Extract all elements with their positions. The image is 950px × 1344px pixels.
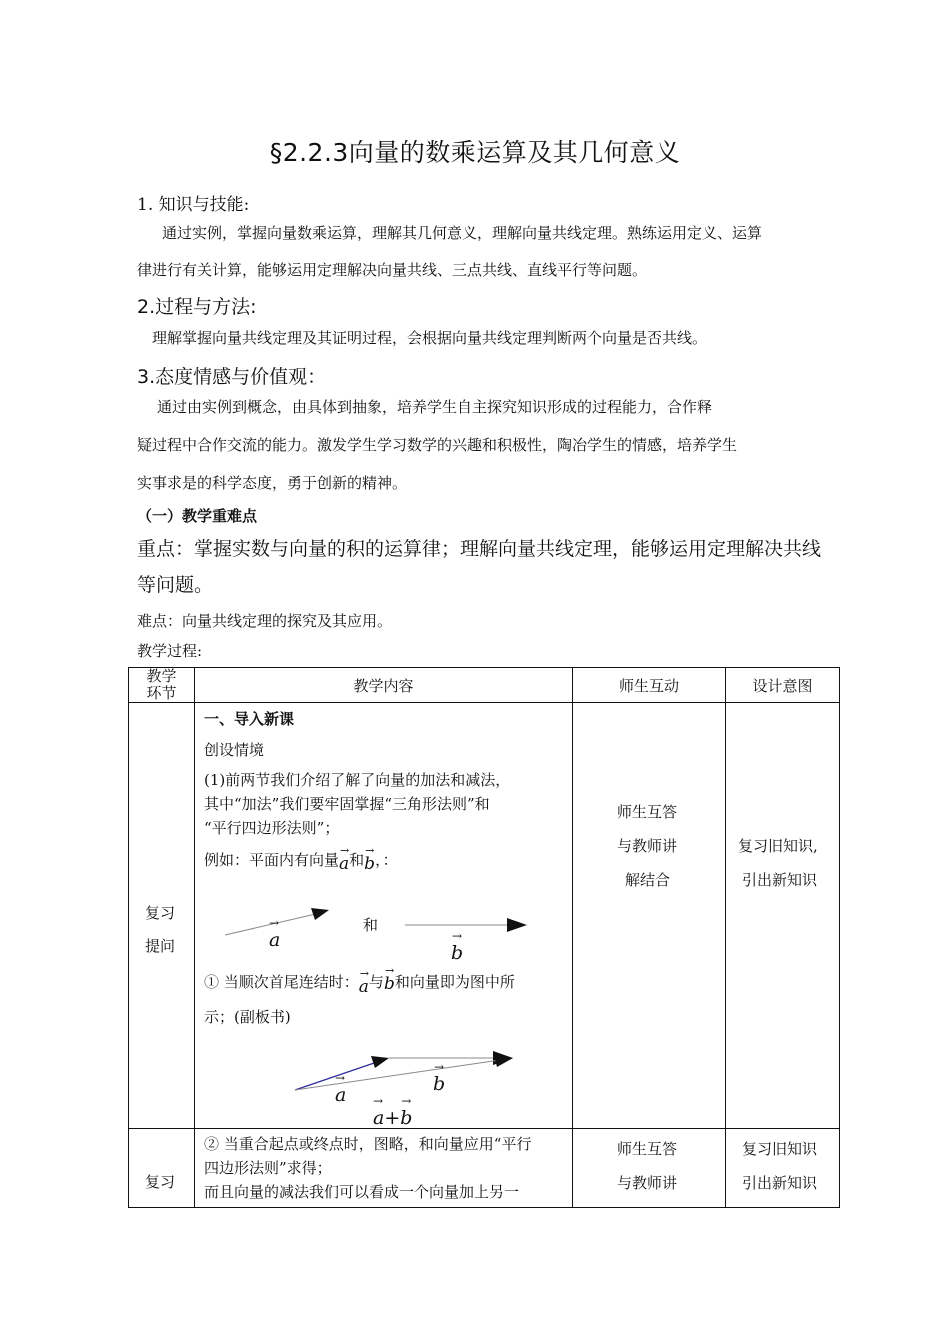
row2-content-line-1: ② 当重合起点或终点时，图略，和向量应用“平行 bbox=[204, 1135, 532, 1153]
row2-interaction bbox=[573, 1129, 726, 1208]
vector-sum-arrowhead bbox=[494, 1055, 513, 1067]
header-intent: 设计意图 bbox=[726, 668, 840, 703]
vector-a-arrowhead bbox=[371, 1056, 389, 1068]
figure2-sum-label: → a+ → b bbox=[373, 1094, 413, 1129]
row1-stage-line-2: 提问 bbox=[145, 937, 176, 955]
vector-arrow-icon: → bbox=[335, 1071, 346, 1085]
head-to-tail-text-with: 与 bbox=[368, 973, 384, 991]
table-header-row bbox=[129, 668, 840, 703]
content-line-1: (1)前两节我们介绍了解了向量的加法和减法， bbox=[204, 771, 511, 789]
row1-intent bbox=[726, 703, 840, 1129]
section-1-text-line-1: 通过实例，掌握向量数乘运算，理解其几何意义，理解向量共线定理。熟练运用定义、运算 bbox=[162, 224, 763, 242]
vector-arrow-icon: → bbox=[434, 1060, 445, 1074]
vectors-a-and-b-figure bbox=[215, 893, 555, 963]
header-interaction: 师生互动 bbox=[573, 668, 726, 703]
row1-interaction-line-1: 师生互答 bbox=[617, 803, 678, 821]
section-3-text-line-3: 实事求是的科学态度，勇于创新的精神。 bbox=[137, 474, 408, 492]
row1-stage bbox=[129, 703, 195, 1129]
section-1-heading: 1. 知识与技能: bbox=[137, 195, 250, 215]
vector-arrow-icon: → bbox=[401, 1094, 412, 1108]
row2-content-line-2: 四边形法则”求得； bbox=[204, 1159, 332, 1177]
vector-arrow-icon: → bbox=[373, 1094, 384, 1108]
figure1-label-b: → b bbox=[451, 929, 464, 964]
section-3-heading: 3.态度情感与价值观： bbox=[137, 366, 327, 388]
row2-content-line-3: 而且向量的减法我们可以看成一个向量加上另一 bbox=[204, 1183, 520, 1201]
row2-intent-line-1: 复习旧知识 bbox=[742, 1140, 818, 1158]
vector-a-label: → a bbox=[358, 967, 369, 997]
head-to-tail-text-a: ① 当顺次首尾连结时： bbox=[204, 973, 359, 991]
head-to-tail-text-end: 和向量即为图中所 bbox=[394, 973, 515, 991]
header-stage-line-1: 教学 bbox=[146, 667, 177, 685]
row2-content bbox=[195, 1129, 573, 1208]
row2-stage bbox=[129, 1129, 195, 1208]
table-row bbox=[129, 703, 840, 1129]
page-title: §2.2.3向量的数乘运算及其几何意义 bbox=[269, 138, 681, 167]
row1-stage-line-1: 复习 bbox=[145, 904, 176, 922]
lesson-table bbox=[128, 667, 840, 1208]
figure1-label-a: → a bbox=[269, 916, 281, 951]
figure2-label-b: → b bbox=[433, 1060, 446, 1095]
section-1-text-line-2: 律进行有关计算，能够运用定理解决向量共线、三点共线、直线平行等问题。 bbox=[137, 261, 648, 279]
vector-arrow-icon: → bbox=[359, 967, 369, 980]
difficulty-text: 难点：向量共线定理的探究及其应用。 bbox=[137, 612, 393, 630]
vector-arrow-icon: → bbox=[269, 916, 280, 930]
focus-heading: （一）教学重难点 bbox=[137, 507, 258, 525]
vector-a-arrowhead bbox=[311, 908, 329, 920]
vector-arrow-icon: → bbox=[365, 844, 375, 857]
header-content: 教学内容 bbox=[195, 668, 573, 703]
header-stage-line-2: 环节 bbox=[146, 684, 177, 702]
example-text-a: 例如：平面内有向量 bbox=[204, 851, 340, 869]
vector-b-arrowhead bbox=[507, 918, 527, 932]
figure2-label-a: → a bbox=[335, 1071, 347, 1106]
row2-interaction-line-1: 师生互答 bbox=[617, 1140, 678, 1158]
content-line-2: 其中“加法”我们要牢固掌握“三角形法则”和 bbox=[204, 795, 490, 813]
row1-intent-line-2: 引出新知识 bbox=[742, 871, 818, 889]
key-points-line-2: 等问题。 bbox=[137, 574, 214, 596]
vector-arrow-icon: → bbox=[452, 929, 463, 943]
row2-intent bbox=[726, 1129, 840, 1208]
vector-arrow-icon: → bbox=[340, 844, 350, 857]
row1-interaction-line-3: 解结合 bbox=[625, 871, 671, 889]
row1-interaction-line-2: 与教师讲 bbox=[617, 837, 678, 855]
section-2-text: 理解掌握向量共线定理及其证明过程，会根据向量共线定理判断两个向量是否共线。 bbox=[152, 329, 708, 347]
process-label: 教学过程: bbox=[137, 642, 203, 660]
content-line-3: “平行四边形法则”； bbox=[204, 819, 340, 837]
row2-intent-line-2: 引出新知识 bbox=[742, 1174, 818, 1192]
header-stage bbox=[129, 668, 195, 703]
head-to-tail-line bbox=[204, 964, 515, 997]
example-text-end: ，： bbox=[375, 851, 398, 869]
section-3-text-line-2: 疑过程中合作交流的能力。激发学生学习数学的兴趣和积极性，陶冶学生的情感，培养学生 bbox=[137, 436, 738, 454]
vector-sum-figure bbox=[285, 1043, 545, 1103]
vector-a-label: → a bbox=[339, 844, 350, 874]
intro-heading: 一、导入新课 bbox=[204, 710, 295, 728]
section-3-text-line-1: 通过由实例到概念，由具体到抽象，培养学生自主探究知识形成的过程能力，合作释 bbox=[157, 398, 713, 416]
row1-interaction bbox=[573, 703, 726, 1129]
scenario-label: 创设情境 bbox=[204, 741, 265, 759]
board-note: 示；(副板书) bbox=[204, 1008, 291, 1026]
row1-content bbox=[195, 703, 573, 1129]
section-2-heading: 2.过程与方法: bbox=[137, 296, 257, 318]
example-line bbox=[204, 844, 398, 874]
table-row bbox=[129, 1129, 840, 1208]
row2-stage-label: 复习 bbox=[145, 1173, 176, 1191]
vector-b-label: → b bbox=[383, 964, 395, 994]
key-points-line-1: 重点：掌握实数与向量的积的运算律；理解向量共线定理，能够运用定理解决共线 bbox=[137, 538, 822, 560]
figure1-and-label: 和 bbox=[363, 916, 379, 934]
vector-sum-line bbox=[295, 1060, 500, 1090]
example-text-and: 和 bbox=[349, 851, 365, 869]
row2-interaction-line-2: 与教师讲 bbox=[617, 1174, 678, 1192]
vector-b-label: → b bbox=[364, 844, 376, 874]
row1-intent-line-1: 复习旧知识, bbox=[738, 837, 818, 855]
vector-arrow-icon: → bbox=[384, 964, 395, 977]
